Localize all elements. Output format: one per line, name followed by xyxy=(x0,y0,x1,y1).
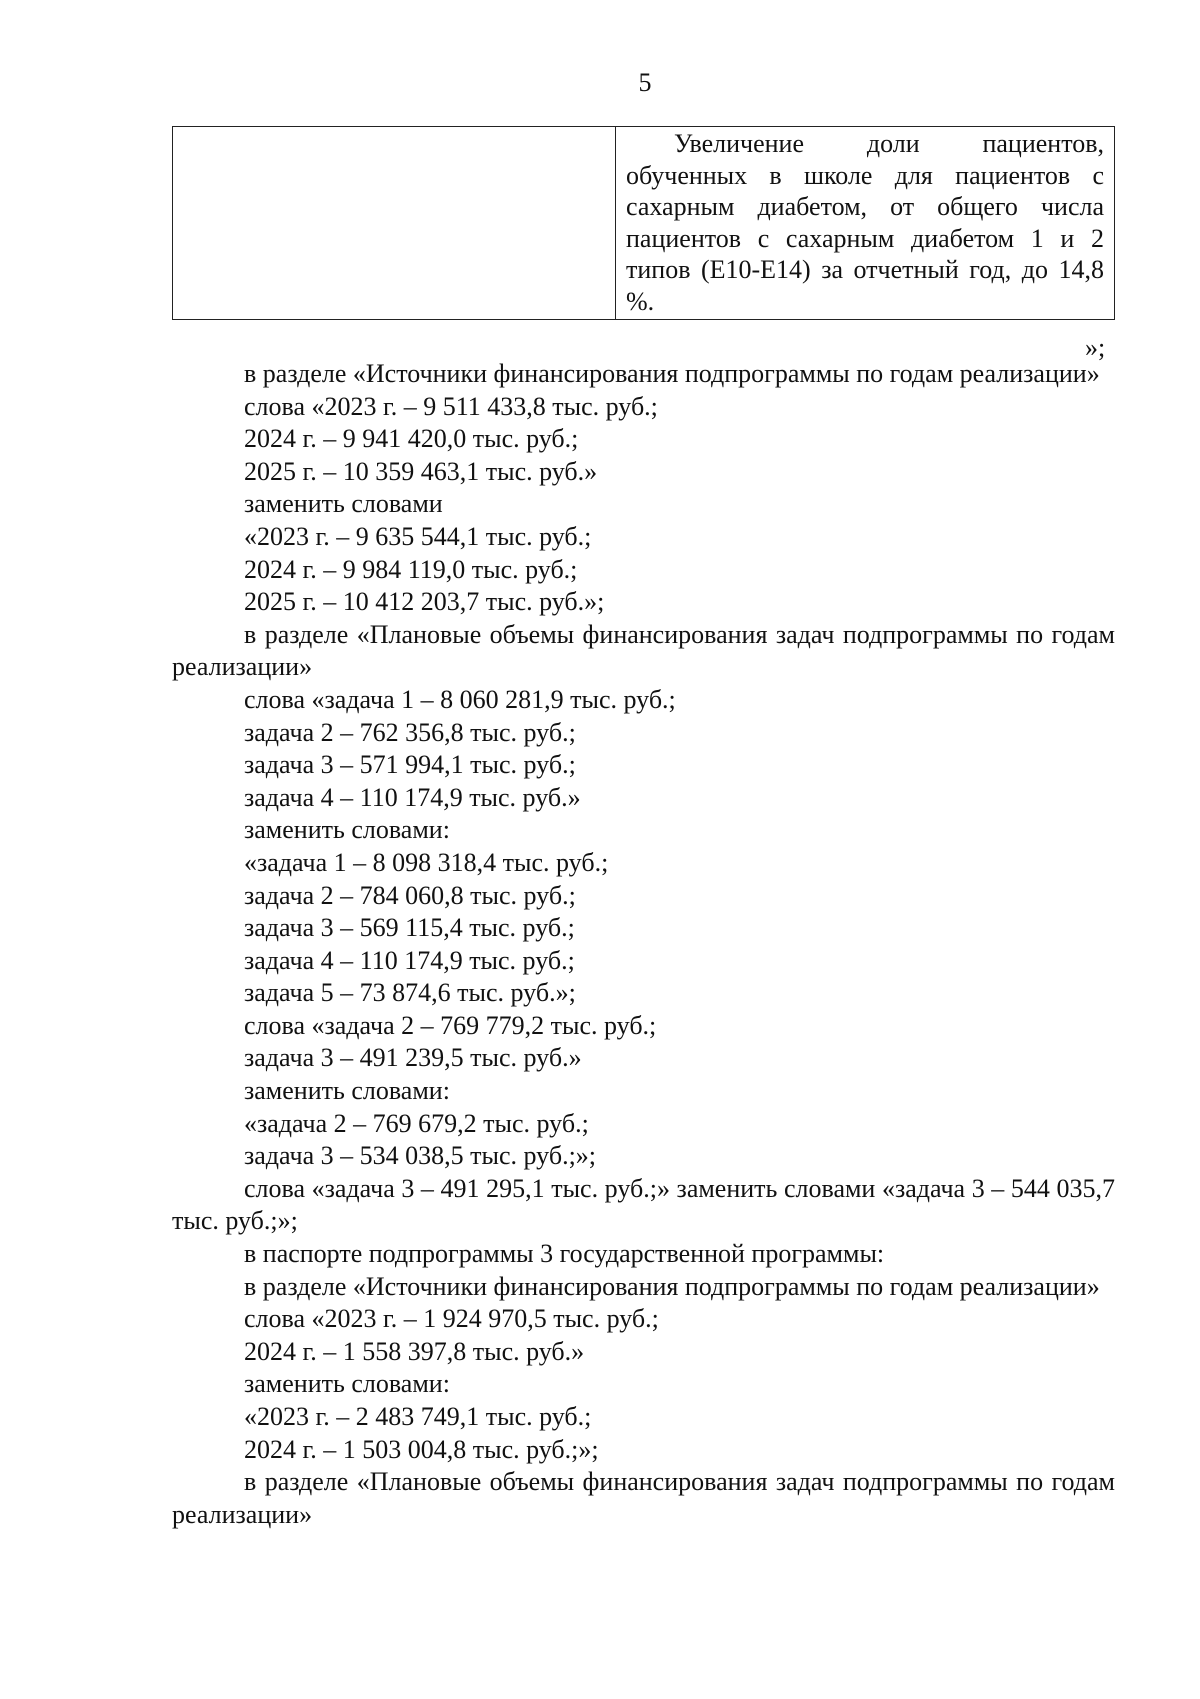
paragraph: в разделе «Плановые объемы финансирования задач подпрограммы по годам реализации» xyxy=(172,619,1115,682)
table-cell-text: Увеличение доли пациентов, обученных в школе для пациентов с сахарным диабетом, от общего числа пациентов с сахарным диабетом 1 и 2 типов (Е10-Е14) за отчетный год, до 14,8 %. xyxy=(626,129,1104,316)
paragraph: в разделе «Источники финансирования подпрограммы по годам реализации» xyxy=(244,359,1100,388)
paragraph: заменить словами xyxy=(244,489,443,519)
document-body xyxy=(172,358,1115,1531)
paragraph: 2025 г. – 10 412 203,7 тыс. руб.»; xyxy=(244,587,605,617)
paragraph: «2023 г. – 2 483 749,1 тыс. руб.; xyxy=(244,1402,592,1431)
paragraph: «2023 г. – 9 635 544,1 тыс. руб.; xyxy=(244,521,592,551)
paragraph: задача 2 – 784 060,8 тыс. руб.; xyxy=(244,880,576,910)
paragraph: слова «задача 2 – 769 779,2 тыс. руб.; xyxy=(244,1010,657,1040)
paragraph: задача 3 – 491 239,5 тыс. руб.» xyxy=(244,1043,582,1073)
paragraph: задача 5 – 73 874,6 тыс. руб.»; xyxy=(244,978,576,1008)
page-number: 5 xyxy=(638,68,652,97)
paragraph: задача 4 – 110 174,9 тыс. руб.» xyxy=(244,782,581,812)
paragraph: в разделе «Плановые объемы финансирования задач подпрограммы по годам реализации» xyxy=(172,1467,1115,1529)
paragraph: заменить словами: xyxy=(244,1076,450,1106)
paragraph: 2024 г. – 1 558 397,8 тыс. руб.» xyxy=(244,1336,585,1366)
paragraph: «задача 2 – 769 679,2 тыс. руб.; xyxy=(244,1108,589,1138)
paragraph: заменить словами: xyxy=(244,815,450,845)
paragraph: задача 4 – 110 174,9 тыс. руб.; xyxy=(244,945,575,975)
paragraph: 2025 г. – 10 359 463,1 тыс. руб.» xyxy=(244,456,598,486)
paragraph: в паспорте подпрограммы 3 государственной программы: xyxy=(244,1239,885,1269)
paragraph: «задача 1 – 8 098 318,4 тыс. руб.; xyxy=(244,847,609,877)
paragraph: слова «задача 3 – 491 295,1 тыс. руб.;» заменить словами «задача 3 – 544 035,7 тыс. руб.;»; xyxy=(172,1173,1115,1236)
paragraph: слова «задача 1 – 8 060 281,9 тыс. руб.; xyxy=(244,684,676,714)
paragraph: заменить словами: xyxy=(244,1369,450,1399)
paragraph: задача 3 – 569 115,4 тыс. руб.; xyxy=(244,913,575,943)
table-cell-right xyxy=(616,127,1114,319)
indicator-table xyxy=(172,126,1115,320)
closing-quote: »; xyxy=(1085,333,1106,362)
table-cell-left xyxy=(173,127,616,319)
paragraph: задача 3 – 534 038,5 тыс. руб.;»; xyxy=(244,1141,597,1171)
paragraph: 2024 г. – 9 984 119,0 тыс. руб.; xyxy=(244,554,578,584)
paragraph: задача 3 – 571 994,1 тыс. руб.; xyxy=(244,750,576,780)
paragraph: слова «2023 г. – 9 511 433,8 тыс. руб.; xyxy=(244,391,658,421)
paragraph: в разделе «Источники финансирования подпрограммы по годам реализации» xyxy=(244,1271,1100,1301)
paragraph: слова «2023 г. – 1 924 970,5 тыс. руб.; xyxy=(244,1304,659,1334)
paragraph: задача 2 – 762 356,8 тыс. руб.; xyxy=(244,717,576,747)
paragraph: 2024 г. – 9 941 420,0 тыс. руб.; xyxy=(244,424,579,454)
paragraph: 2024 г. – 1 503 004,8 тыс. руб.;»; xyxy=(244,1434,599,1464)
